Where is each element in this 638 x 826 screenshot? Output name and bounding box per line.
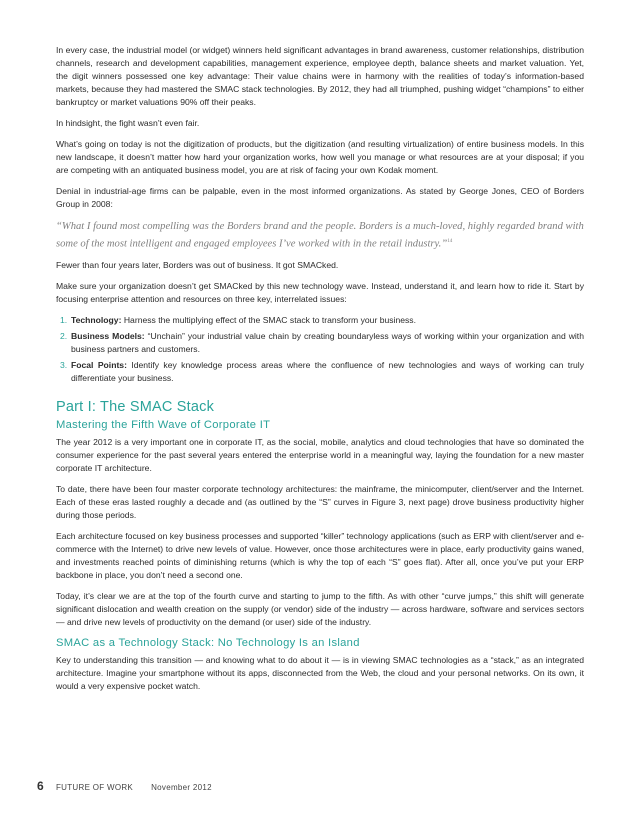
- issues-list: [56, 314, 584, 385]
- paragraph: Denial in industrial-age firms can be palpable, even in the most informed organizations. As stated by George Jones, CEO of Borders Group in 2008:: [56, 186, 584, 209]
- page-content: [56, 44, 584, 701]
- paragraph: In every case, the industrial model (or widget) winners held significant advantages in brand awareness, customer relationships, distribution channels, research and development capabilities, management experience, employee depth, balance sheets and market valuation. Yet, the digit winners possessed one key advantage: Their value chains were in harmony with the realities of today’s information-based markets, because they had mastered the SMAC stack technologies. By 2012, they had all triumphed, pushing widget “champions” to either bankruptcy or market valuations 90% off their peaks.: [56, 45, 584, 107]
- paragraph: The year 2012 is a very important one in corporate IT, as the social, mobile, analytics and cloud technologies that have so dominated the consumer experience for the past several years entered the enterprise world in a meaningful way, laying the foundation for a new master corporate IT architecture.: [56, 436, 584, 473]
- paragraph: Today, it’s clear we are at the top of the fourth curve and starting to jump to the fifth. As with other “curve jumps,” this shift will generate significant dislocation and wealth creation on the supply (or vendor) side of the industry — across hardware, software and services sectors — and drive new levels of productivity on the demand (or user) side of the industry.: [56, 590, 584, 627]
- list-number: 2.: [60, 330, 68, 341]
- list-text: Harness the multiplying effect of the SMAC stack to transform your business.: [121, 314, 416, 325]
- paragraph: Each architecture focused on key business processes and supported “killer” technology applications (such as ERP with client/server and e-commerce with the Internet) to drive new levels of value. However, once those architectures were in place, early productivity gains waned, and investments reached points of diminishing returns (which is why the top of each “S” goes flat). After all, once you’ve put your ERP backbone in place, you don’t need a second one.: [56, 530, 584, 580]
- paragraph: To date, there have been four master corporate technology architectures: the mainframe, the minicomputer, client/server and the Internet. Each of these eras lasted roughly a decade and (as outlined by the “S” curves in Figure 3, next page) drove business productivity higher during those periods.: [56, 483, 584, 520]
- list-text: Identify key knowledge process areas where the confluence of new technologies and ways of working can truly differentiate your business.: [71, 359, 584, 383]
- list-term: Focal Points:: [71, 359, 127, 370]
- section-heading: SMAC as a Technology Stack: No Technology Is an Island: [56, 636, 360, 649]
- section-heading: Mastering the Fifth Wave of Corporate IT: [56, 418, 271, 431]
- list-number: 1.: [60, 314, 68, 325]
- quote-text: “What I found most compelling was the Borders brand and the people. Borders is a much-loved, highly regarded brand with some of the most intelligent and engaged employees I’ve worked with in the retail industry.”: [56, 221, 584, 250]
- list-item: [60, 330, 584, 356]
- footnote-marker: 14: [447, 239, 453, 244]
- list-text: “Unchain” your industrial value chain by creating boundaryless ways of working within your organization and with business partners and customers.: [71, 330, 584, 354]
- paragraph: In hindsight, the fight wasn’t even fair.: [56, 118, 200, 128]
- list-number: 3.: [60, 359, 68, 370]
- list-item: [60, 359, 584, 385]
- page-footer: [37, 779, 212, 793]
- paragraph: Fewer than four years later, Borders was out of business. It got SMACked.: [56, 259, 339, 270]
- list-term: Technology:: [71, 314, 122, 325]
- paragraph: Make sure your organization doesn’t get SMACked by this new technology wave. Instead, understand it, and learn how to ride it. Start by focusing enterprise attention and resources on three key, interrelated issues:: [56, 280, 584, 304]
- part-heading: Part I: The SMAC Stack: [56, 398, 215, 415]
- publication-date: November 2012: [151, 783, 212, 792]
- list-item: [60, 314, 584, 327]
- pull-quote: [56, 219, 584, 252]
- page-number: 6: [37, 779, 44, 793]
- publication-title: FUTURE OF WORK: [55, 783, 134, 792]
- list-term: Business Models:: [71, 330, 145, 341]
- paragraph: What’s going on today is not the digitization of products, but the digitization (and resulting virtualization) of entire business models. In this new landscape, it doesn’t matter how hard your organization works, how well you manage or what resources are at your disposal; if you are competing with an antiquated business model, you are at risk of facing your own Kodak moment.: [56, 139, 584, 175]
- paragraph: Key to understanding this transition — and knowing what to do about it — is in viewing SMAC technologies as a “stack,” as an integrated architecture. Imagine your smartphone without its apps, disconnected from the Web, the cloud and your personal networks. On its own, it would a very expensive pocket watch.: [56, 654, 584, 691]
